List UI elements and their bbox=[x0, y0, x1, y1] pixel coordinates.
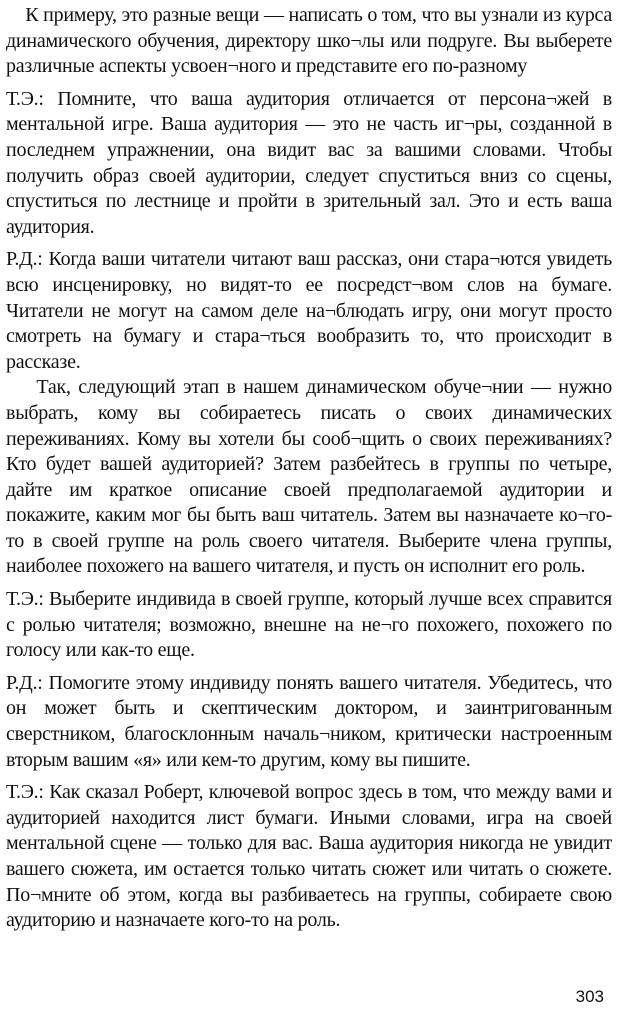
paragraph-te-choose-individual: Т.Э.: Выберите индивида в своей группе, который лучше всех справится с ролью читателя; возможно, внешне на не¬го похожего, похожего по голосу или как-то еще. bbox=[6, 588, 617, 662]
page-number: 303 bbox=[575, 987, 604, 1006]
paragraph-next-stage: Так, следующий этап в нашем динамическом обуче¬нии — нужно выбрать, кому вы собираетесь писать о своих динамических переживаниях. Кому вы хотели бы сооб¬щить о своих переживаниях? Кто будет вашей аудиторией? Затем разбейтесь в группы по четыре, дайте им краткое описание своей предполагаемой аудитории и покажите, каким мог бы быть ваш читатель. Затем вы назначаете ко¬го-то в своей группе на роль своего читателя. Выберите члена группы, наиболее похожего на вашего читателя, и пусть он исполнит его роль. bbox=[6, 376, 617, 578]
paragraph-rd-help-individual: Р.Д.: Помогите этому индивиду понять вашего читателя. Убедитесь, что он может быть и скептическим доктором, и заинтригованным сверстником, благосклонным началь¬ником, критически настроенным вторым вашим «я» или кем-то другим, кому вы пишите. bbox=[6, 671, 617, 771]
paragraph-te-key-question: Т.Э.: Как сказал Роберт, ключевой вопрос здесь в том, что между вами и аудиторией находится лист бумаги. Иными словами, игра на своей ментальной сцене — только для вас. Ваша аудитория никогда не увидит вашего сюжета, им остается только читать сюжет или читать о сюжете. По¬мните об этом, когда вы разбиваетесь на группы, собираете свою аудиторию и назначаете кого-то на роль. bbox=[6, 781, 617, 932]
paragraph-rd-readers: Р.Д.: Когда ваши читатели читают ваш рассказ, они стара¬ются увидеть всю инсценировку, но видят-то ее посредст¬вом слов на бумаге. Читатели не могут на самом деле на¬блюдать игру, они могут просто смотреть на бумагу и стара¬ться вообразить то, что происходит в рассказе. bbox=[6, 248, 617, 373]
text-column bbox=[6, 3, 617, 934]
paragraph-te-audience: Т.Э.: Помните, что ваша аудитория отличается от персона¬жей в ментальной игре. Ваша аудитория — это не часть иг¬ры, созданной в последнем упражнении, она видит вас за вашими словами. Чтобы получить образ своей аудитории, следует спуститься вниз со сцены, спуститься по лестнице и пройти в зрительный зал. Это и есть ваша аудитория. bbox=[6, 87, 617, 238]
paragraph-intro: К примеру, это разные вещи — написать о том, что вы узнали из курса динамического обучения, директору шко¬лы или подруге. Вы выберете различные аспекты усвоен¬ного и представите его по-разному bbox=[6, 4, 617, 78]
